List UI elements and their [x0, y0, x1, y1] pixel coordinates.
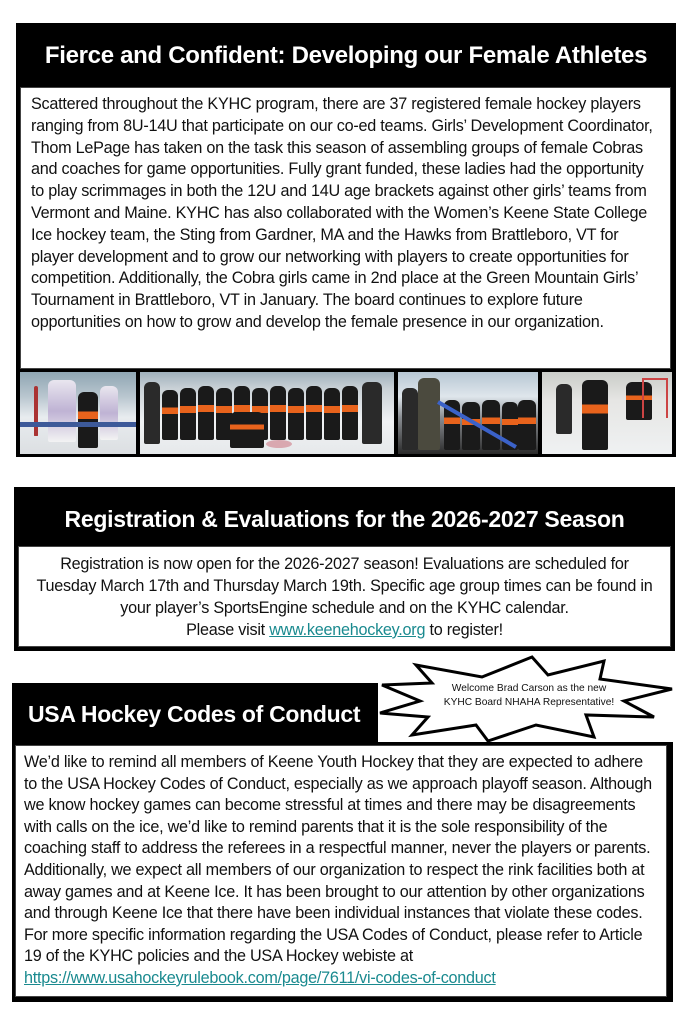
registration-body [18, 546, 671, 647]
photo-strip [20, 372, 672, 454]
female-athletes-title: Fierce and Confident: Developing our Female Athletes [44, 42, 648, 69]
conduct-body [15, 745, 667, 997]
callout-line: KYHC Board NHAHA Representative! [443, 697, 615, 708]
body-line: to play scrimmages in both the 12U and 14U age brackets against other girls’ teams from [31, 182, 647, 201]
body-line: Tuesday March 17th and Thursday March 19th. Specific age group times can be found in [36, 577, 653, 595]
body-line: with calls on the ice, we’d like to remind parents that it is the sole responsibility of the [24, 817, 608, 836]
body-line: Tournament in Brattleboro, VT in January. The board continues to explore future [31, 291, 583, 310]
female-athletes-section [16, 23, 676, 457]
photo-goalie-at-net [20, 372, 136, 454]
keenehockey-link[interactable]: www.keenehockey.org [269, 621, 426, 639]
body-line: We’d like to remind all members of Keene Youth Hockey that they are expected to adhere [24, 753, 643, 771]
photo-bench [398, 372, 538, 454]
callout-line: Welcome Brad Carson as the new [451, 683, 607, 694]
usa-hockey-conduct-link[interactable]: https://www.usahockeyrulebook.com/page/7611/vi-codes-of-conduct [24, 968, 496, 987]
body-line: ranging from 8U-14U that participate on our co-ed teams. Girls’ Development Coordinator, [31, 116, 653, 135]
body-line: opportunities on how to grow and develop the female presence in our organization. [31, 312, 604, 331]
body-line: your player’s SportsEngine schedule and on the KYHC calendar. [120, 599, 569, 617]
conduct-title: USA Hockey Codes of Conduct [12, 683, 378, 743]
female-athletes-body [20, 87, 671, 369]
body-line: coaching staff to address the referees in a respectful manner, never the players or parents. [24, 839, 651, 858]
body-line: For more specific information regarding the USA Codes of Conduct, please refer to Article [24, 925, 643, 944]
body-line: and through Keene Ice that there have been individual instances that violate these codes. [24, 904, 643, 923]
registration-visit-line [23, 619, 666, 641]
body-line: Vermont and Maine. KYHC has also collaborated with the Women’s Keene State College [31, 203, 647, 222]
body-line: 19 of the KYHC policies and the USA Hockey webiste at [24, 947, 413, 966]
photo-player-20 [542, 372, 672, 454]
callout-text [418, 682, 640, 710]
body-line: Thom LePage has taken on the task this season of assembling groups of female Cobras [31, 138, 643, 157]
body-line: Additionally, we expect all members of our organization to respect the rink facilities both at [24, 860, 645, 879]
visit-prefix: Please visit [186, 621, 270, 639]
body-line: and coaches for game opportunities. Fully grant funded, these ladies had the opportunity [31, 160, 644, 179]
body-line: away games and at Keene Ice. It has been brought to our attention by other organizations [24, 882, 645, 901]
body-line: Scattered throughout the KYHC program, there are 37 registered female hockey players [31, 95, 641, 113]
body-line: competition. Additionally, the Cobra girls came in 2nd place at the Green Mountain Girls’ [31, 269, 639, 288]
body-line: player development and to grow our networking with players to create opportunities for [31, 247, 629, 266]
body-line: Registration is now open for the 2026-2027 season! Evaluations are scheduled for [60, 555, 629, 573]
conduct-section [12, 742, 673, 1002]
registration-title: Registration & Evaluations for the 2026-2027 Season [64, 506, 625, 532]
visit-suffix: to register! [425, 621, 503, 639]
body-line: we know hockey games can become stressful at times and there may be disagreements [24, 796, 636, 815]
registration-section [14, 487, 675, 651]
body-line: Ice hockey team, the Sting from Gardner, MA and the Hawks from Brattleboro, VT for [31, 225, 619, 244]
photo-team-group [140, 372, 394, 454]
body-line: to the USA Hockey Codes of Conduct, especially as we approach playoff season. Although [24, 774, 652, 793]
